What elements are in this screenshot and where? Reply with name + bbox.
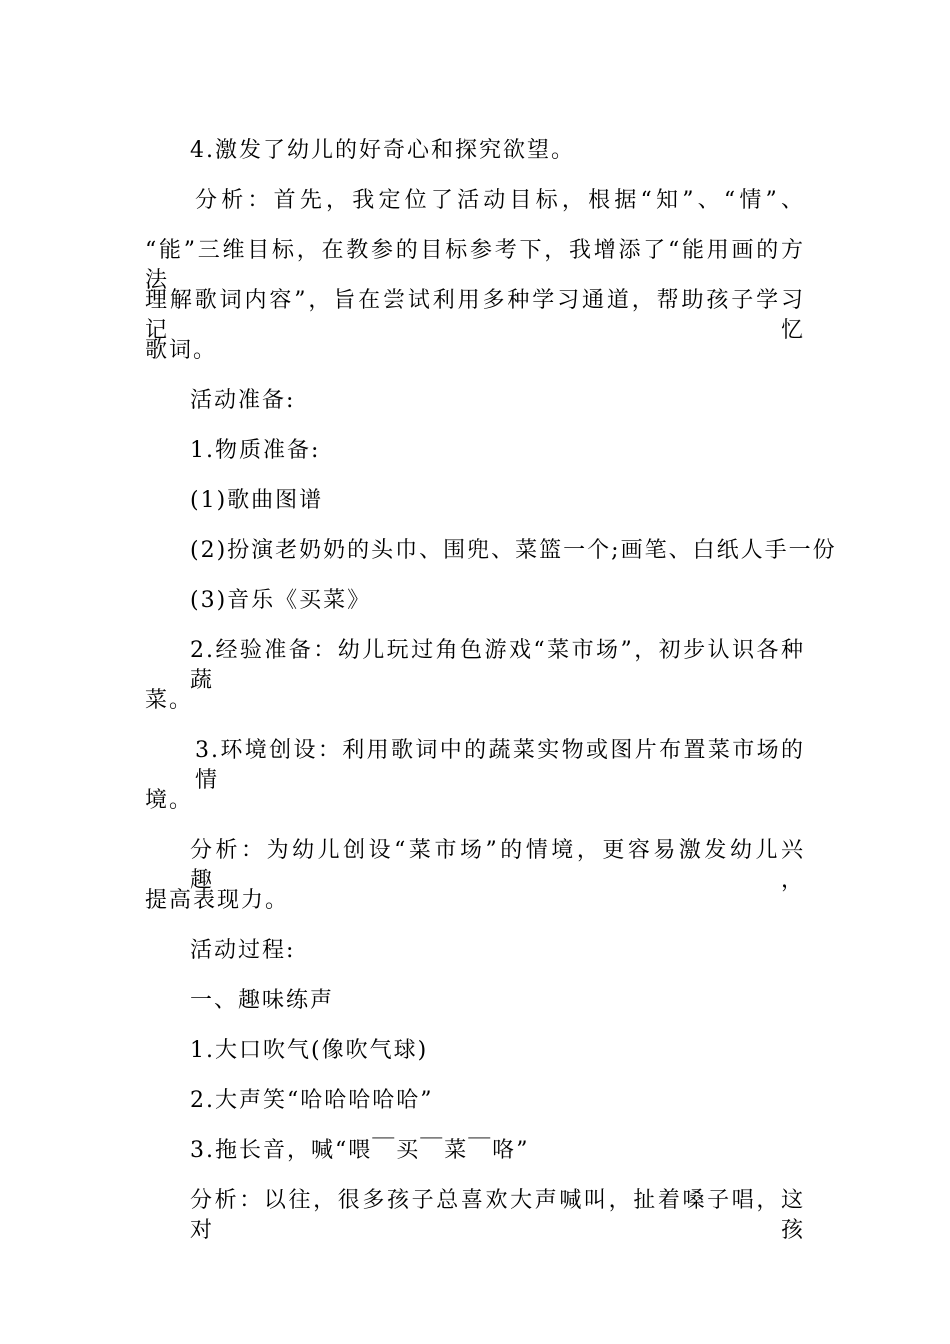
analysis-paragraph-2-line-1: 分析：为幼儿创设“菜市场”的情境，更容易激发幼儿兴趣，: [190, 838, 805, 893]
prep-item-environment-line-2: 境。: [145, 788, 194, 813]
process-step-1-heading: 一、趣味练声: [190, 988, 335, 1013]
analysis-paragraph-1-line-1: 分析：首先，我定位了活动目标，根据“知”、“情”、: [195, 188, 805, 213]
prep-item-material: 1.物质准备:: [190, 438, 321, 463]
prep-item-experience-line-1: 2.经验准备：幼儿玩过角色游戏“菜市场”，初步认识各种蔬: [190, 638, 805, 693]
process-step-1-item-3: 3.拖长音，喊“喂￣买￣菜￣咯”: [190, 1138, 530, 1163]
prep-item-experience-line-2: 菜。: [145, 688, 194, 713]
process-step-1-item-2: 2.大声笑“哈哈哈哈哈”: [190, 1088, 434, 1113]
analysis-paragraph-3-line-1: 分析：以往，很多孩子总喜欢大声喊叫，扯着嗓子唱，这对孩: [190, 1188, 805, 1243]
prep-subitem-2: (2)扮演老奶奶的头巾、围兜、菜篮一个;画笔、白纸人手一份: [190, 538, 837, 563]
analysis-paragraph-1-line-4: 歌词。: [145, 338, 218, 363]
section-heading-process: 活动过程:: [190, 938, 296, 963]
analysis-paragraph-1-line-3: 理解歌词内容”，旨在尝试利用多种学习通道，帮助孩子学习记忆: [145, 288, 805, 343]
prep-subitem-1: (1)歌曲图谱: [190, 488, 324, 513]
goal-item-4: 4.激发了幼儿的好奇心和探究欲望。: [190, 138, 575, 163]
prep-item-environment-line-1: 3.环境创设：利用歌词中的蔬菜实物或图片布置菜市场的情: [195, 738, 805, 793]
process-step-1-item-1: 1.大口吹气(像吹气球): [190, 1038, 429, 1063]
section-heading-preparation: 活动准备:: [190, 388, 296, 413]
analysis-paragraph-1-line-2: “能”三维目标，在教参的目标参考下，我增添了“能用画的方法: [145, 238, 805, 293]
prep-subitem-3: (3)音乐《买菜》: [190, 588, 372, 613]
analysis-paragraph-2-line-2: 提高表现力。: [145, 888, 290, 913]
